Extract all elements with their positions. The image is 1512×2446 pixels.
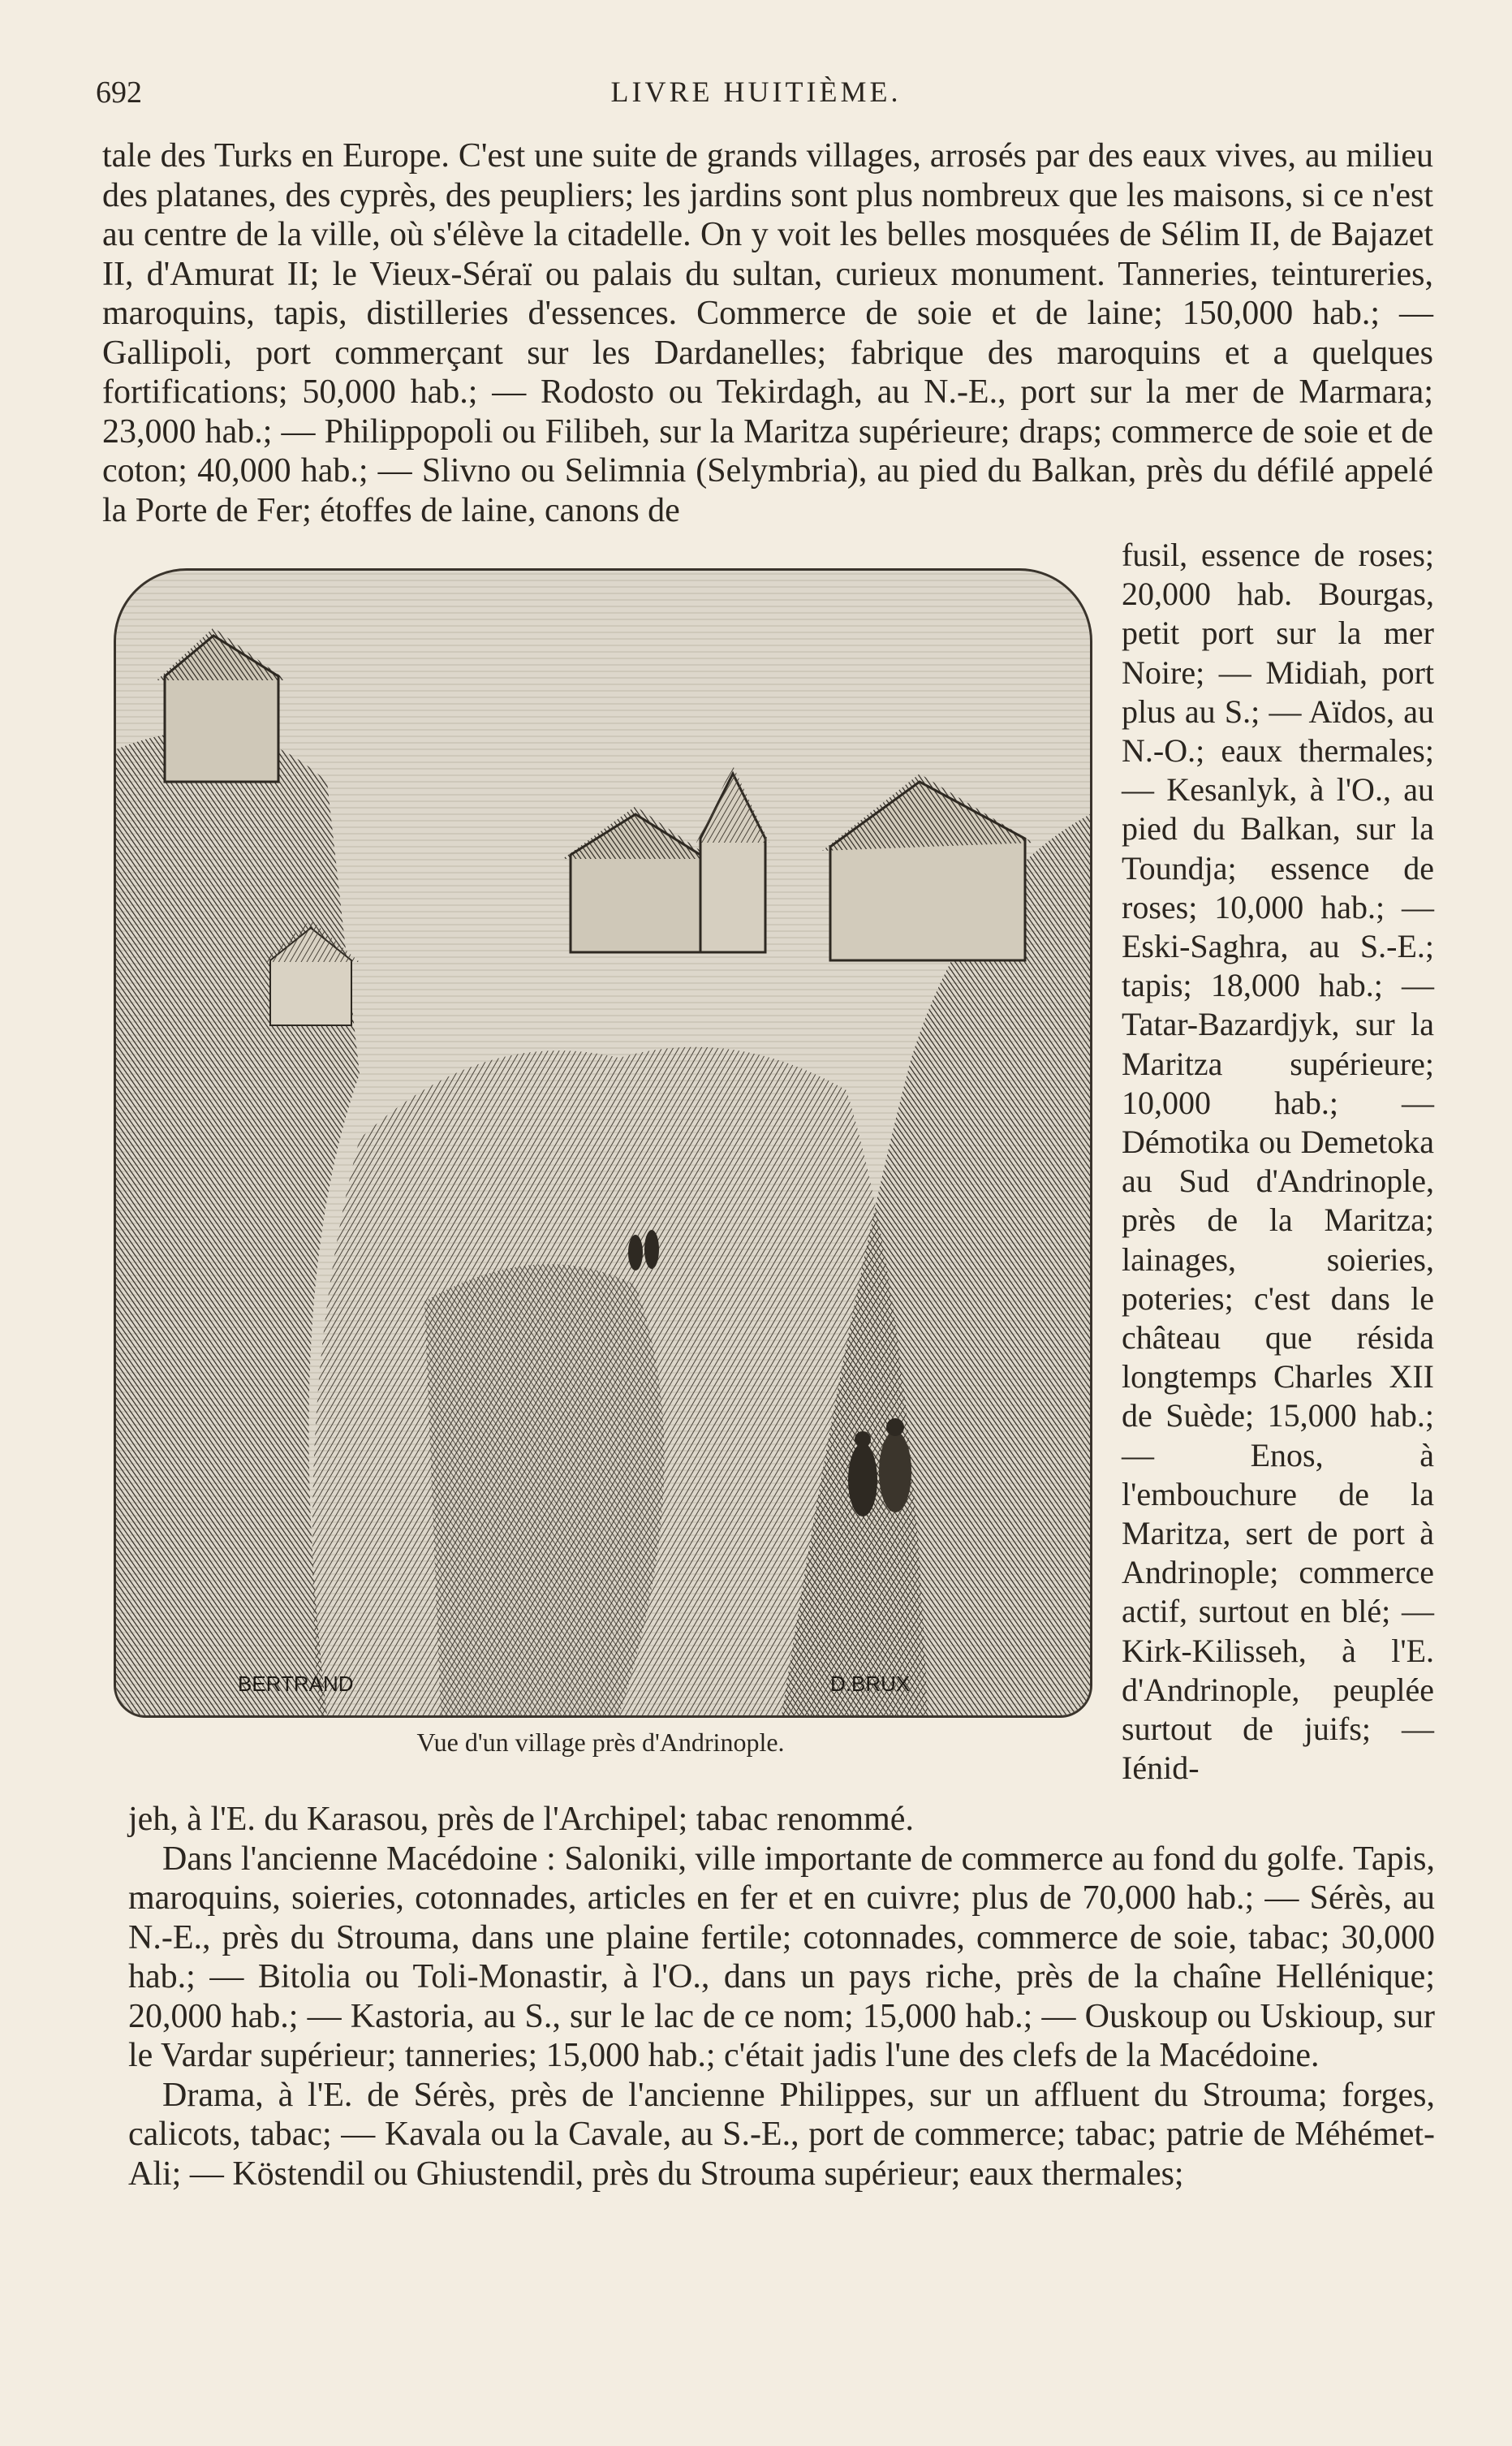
engraving-drawing (116, 571, 1090, 1715)
figure-caption: Vue d'un village près d'Andrinople. (416, 1728, 785, 1757)
side-column-text (1122, 536, 1434, 1788)
body-text-top (102, 136, 1433, 530)
paragraph-macedoine: Dans l'ancienne Macédoine : Saloniki, ville importante de commerce au fond du golfe. Tapis, maroquins, soieries, cotonnades, articles en fer et en cuivre; plus de 70,000 hab.; — Sérès, au N.-E., près du Strouma, dans une plaine fertile; cotonnades, commerce de soie, tabac; 30,000 hab.; — Bitolia ou Toli-Monastir, à l'O., dans un pays riche, près de la chaîne Hellénique; 20,000 hab.; — Kastoria, au S., sur le lac de ce nom; 15,000 hab.; — Ouskoup ou Uskioup, sur le Vardar supérieur; tanneries; 15,000 hab.; c'était jadis l'une des clefs de la Macédoine. (128, 1840, 1435, 2074)
engraver-signature-right: D.BRUX (830, 1672, 911, 1696)
paragraph-drama: Drama, à l'E. de Sérès, près de l'ancienne Philippes, sur un affluent du Strouma; forges, calicots, tabac; — Kavala ou la Cavale, au S.-E., port de commerce; tabac; patrie de Méhémet-Ali; — Köstendil ou Ghiustendil, près du Strouma supérieur; eaux thermales; (128, 2076, 1435, 2193)
body-text-bottom (128, 1800, 1435, 2194)
side-paragraph: fusil, essence de roses; 20,000 hab. Bourgas, petit port sur la mer Noire; — Midiah, port plus au S.; — Aïdos, au N.-O.; eaux thermales; — Kesanlyk, à l'O., au pied du Balkan, sur la Toundja; essence de roses; 10,000 hab.; — Eski-Saghra, au S.-E.; tapis; 18,000 hab.; — Tatar-Bazardjyk, sur la Maritza supérieure; 10,000 hab.; — Démotika ou Demetoka au Sud d'Andrinople, près de la Maritza; lainages, soieries, poteries; c'est dans le château que résida longtemps Charles XII de Suède; 15,000 hab.; — Enos, à l'embouchure de la Maritza, sert de port à Andrinople; commerce actif, surtout en blé; — Kirk-Kilisseh, à l'E. d'Andrinople, peuplée surtout de juifs; — Iénid- (1122, 537, 1434, 1787)
paragraph-top: tale des Turks en Europe. C'est une suite de grands villages, arrosés par des eaux vives, au milieu des platanes, des cyprès, des peupliers; les jardins sont plus nombreux que les maisons, si ce n'est au centre de la ville, où s'élève la citadelle. On y voit les belles mosquées de Sélim II, de Bajazet II, d'Amurat II; le Vieux-Séraï ou palais du sultan, curieux monument. Tanneries, teintureries, maroquins, tapis, distilleries d'essences. Commerce de soie et de laine; 150,000 hab.; — Gallipoli, port commerçant sur les Dardanelles; fabrique des maroquins et a quelques fortifications; 50,000 hab.; — Rodosto ou Tekirdagh, au N.-E., port sur la mer de Marmara; 23,000 hab.; — Philippopoli ou Filibeh, sur la Maritza supérieure; draps; commerce de soie et de coton; 40,000 hab.; — Slivno ou Selimnia (Selymbria), au pied du Balkan, près du défilé appelé la Porte de Fer; étoffes de laine, canons de (102, 137, 1433, 529)
paragraph-continuation: jeh, à l'E. du Karasou, près de l'Archipel; tabac renommé. (128, 1801, 914, 1838)
page-number: 692 (96, 75, 142, 110)
engraver-signature-left: BERTRAND (238, 1672, 354, 1696)
running-head: LIVRE HUITIÈME. (610, 75, 902, 108)
village-engraving (114, 568, 1092, 1718)
